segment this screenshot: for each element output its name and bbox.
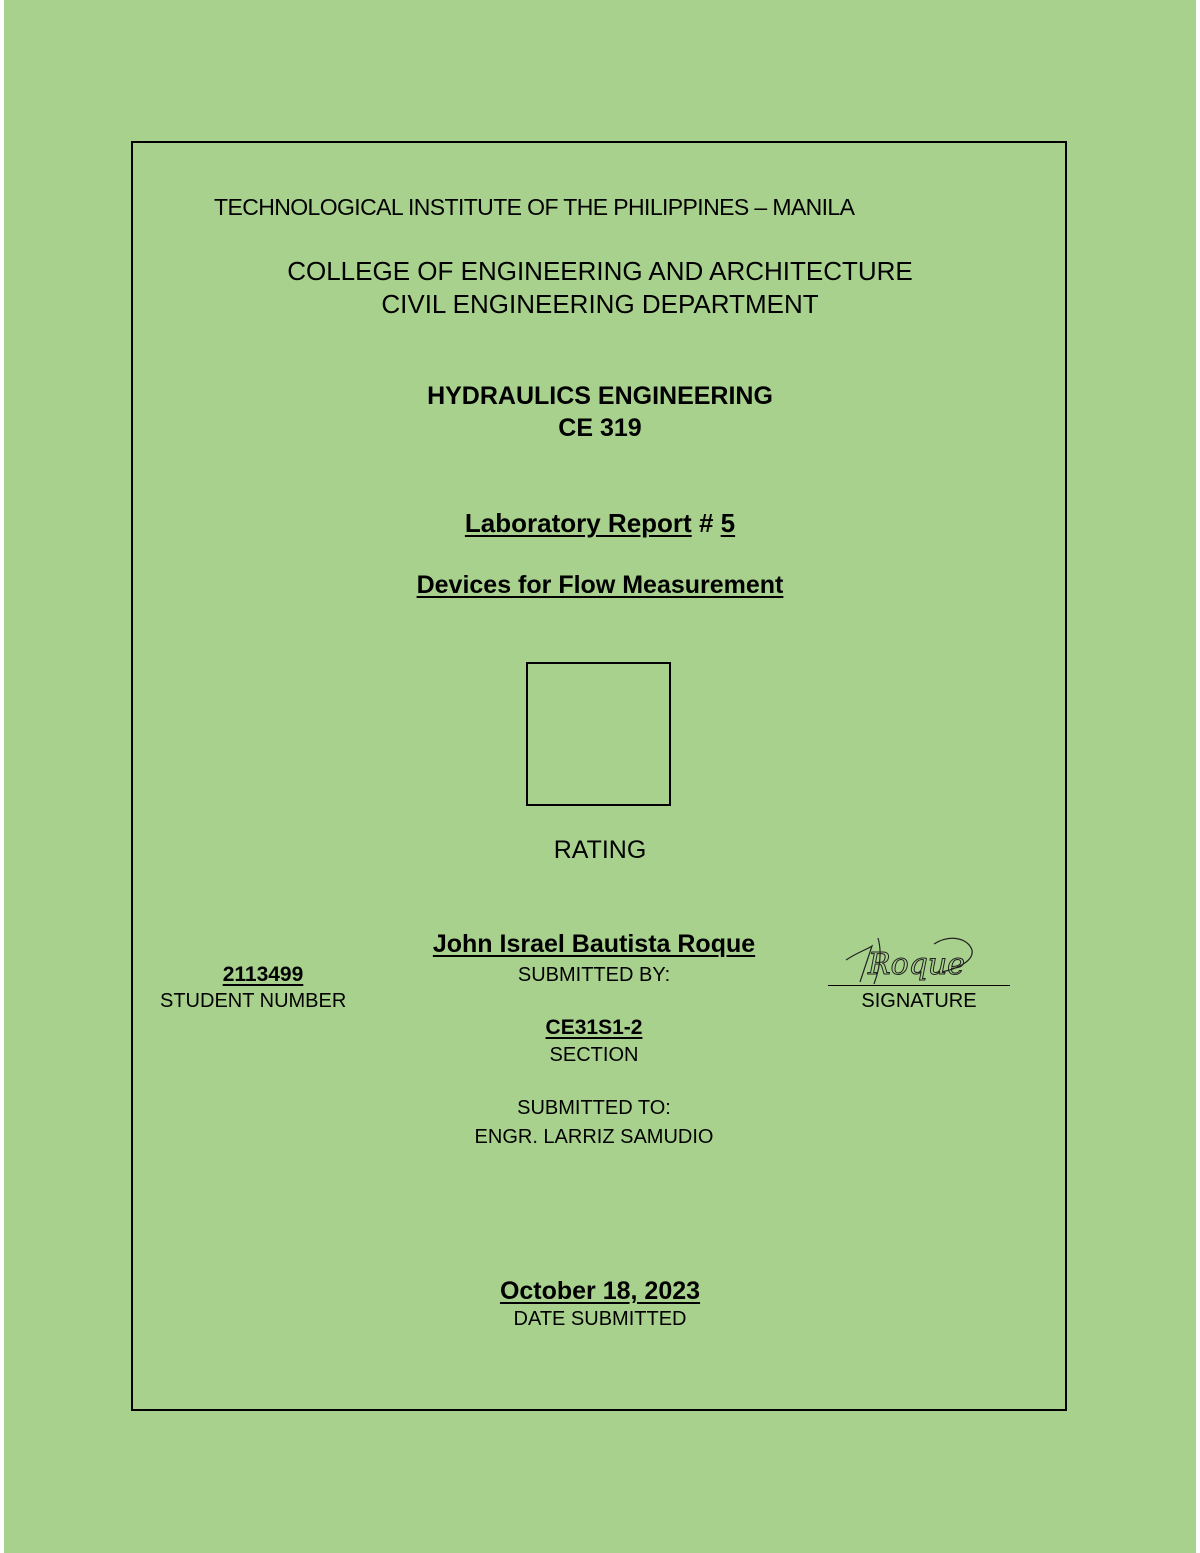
rating-label: RATING — [553, 836, 647, 864]
submitted-by-label: SUBMITTED BY: — [517, 964, 671, 986]
report-heading — [0, 510, 1200, 536]
signature-script: Roque — [868, 947, 965, 982]
date-submitted-label: DATE SUBMITTED — [513, 1308, 687, 1330]
student-number: 2113499 — [222, 963, 304, 986]
rating-box — [526, 662, 671, 806]
date-submitted: October 18, 2023 — [499, 1277, 701, 1305]
college-name: COLLEGE OF ENGINEERING AND ARCHITECTURE — [287, 256, 913, 286]
signature-line — [828, 985, 1010, 986]
section-label: SECTION — [549, 1044, 639, 1066]
course-title: HYDRAULICS ENGINEERING — [427, 382, 773, 410]
signature-image — [838, 932, 988, 987]
course-code: CE 319 — [558, 414, 642, 442]
report-hash: # — [698, 508, 714, 538]
report-number: 5 — [720, 508, 736, 538]
instructor-name: ENGR. LARRIZ SAMUDIO — [474, 1126, 714, 1148]
report-label: Laboratory Report — [464, 508, 692, 538]
institute-name: TECHNOLOGICAL INSTITUTE OF THE PHILIPPINES – MANILA — [214, 194, 855, 220]
student-number-label: STUDENT NUMBER — [160, 990, 347, 1012]
student-name: John Israel Bautista Roque — [432, 930, 756, 958]
report-title: Devices for Flow Measurement — [416, 571, 784, 599]
department-name: CIVIL ENGINEERING DEPARTMENT — [381, 289, 819, 319]
submitted-to-label: SUBMITTED TO: — [517, 1097, 671, 1119]
signature-label: SIGNATURE — [861, 990, 977, 1012]
section-value: CE31S1-2 — [545, 1016, 643, 1039]
